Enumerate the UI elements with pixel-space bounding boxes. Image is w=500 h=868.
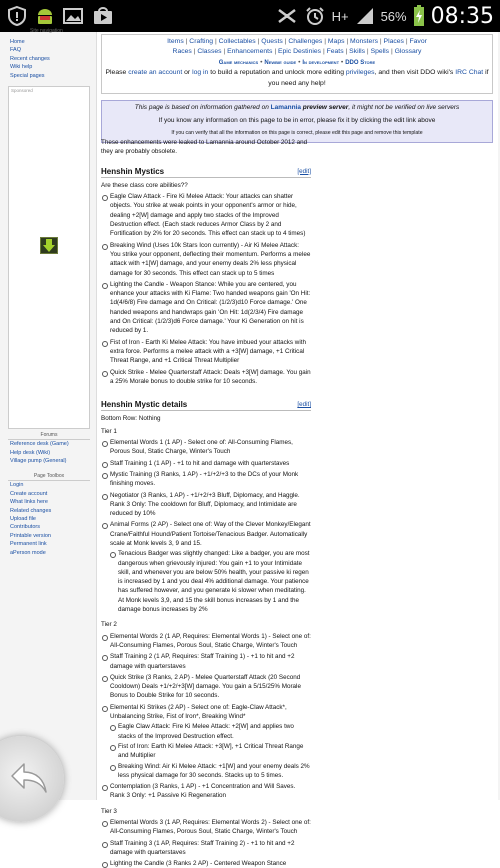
tier-2-list <box>101 632 311 801</box>
tier-1-label: Tier 1 <box>101 427 117 435</box>
forums-section <box>8 431 90 466</box>
status-bar <box>0 0 500 32</box>
nav-home[interactable]: Home <box>10 39 25 45</box>
back-arrow-icon <box>10 762 48 794</box>
toolbox-what-links-here[interactable]: What links here <box>10 499 48 506</box>
list-item: Staff Training 3 (1 AP, Requires: Staff Training 2) - +1 to hit and +2 damage with quarterstaves <box>101 839 311 858</box>
nav-special-pages[interactable]: Special pages <box>10 72 45 79</box>
list-item: Elemental Words 3 (1 AP, Requires: Elemental Words 2) - Select one of: All-Consuming Flames, Porous Soul, Static Charge, Winter's Touch <box>101 818 311 837</box>
sidebar-nav-title: Site navigation <box>30 28 63 34</box>
list-item: Mystic Training (3 Ranks, 1 AP) - +1/+2/+3 to the DCs of your Monk finishing moves. <box>101 470 311 489</box>
badger-note-list <box>110 549 311 614</box>
download-button[interactable] <box>40 237 58 254</box>
topnav-ddo-store[interactable]: DDO Store <box>345 59 376 66</box>
tier-1-list <box>101 438 311 614</box>
list-item: Elemental Ki Strikes (2 AP) - Select one of: Eagle-Claw Attack*, Unbalancing Strike, Fist of Iron*, Breaking Wind* Eagle Claw Attack: Fire Ki Melee Attack: +2[W] and applies two stacks of the Improved Destruction effect. Fist of Iron: Earth Ki Melee Attack: +3[W], +1 Critical Threat Range and Multiplier Breaking Wind: Air Ki Melee Attack: +1[W] and your enemy deals 2% less physical damage for 30 seconds. Stacks up to 5 times. <box>101 703 311 780</box>
topnav-enhancements[interactable]: Enhancements <box>227 48 273 56</box>
list-item: Quick Strike (3 Ranks, 2 AP) - Melee Quarterstaff Attack (20 Second Cooldown) Deals +1/+2/+3[W] damage. You gain a 5/15/25% Morale Bonus to Double Strike for 10 seconds. <box>101 673 311 701</box>
topnav-spells[interactable]: Spells <box>370 48 390 56</box>
edit-section-1-link[interactable]: [edit] <box>297 167 311 175</box>
list-item: Staff Training 1 (1 AP) - +1 to hit and damage with quarterstaves <box>101 459 311 468</box>
notice-line-3: If you can verify that all the information on this page is correct, please edit this page and remove this template <box>171 130 423 136</box>
toolbox-printable-version[interactable]: Printable version <box>10 532 51 539</box>
lamannia-notice-box <box>101 100 493 143</box>
toolbox-login[interactable]: Login <box>10 482 24 489</box>
list-item: Tenacious Badger was slightly changed: Like a badger, you are most dangerous when grievously injured: You gain +1 to your Intimidate skill, and whenever you are below 50% health, your passive ki regen is increased by 1 and you deal 4% additional damage. Your patience has suffered however, and you generate ki slower when meditating. At Monk levels 3,9, and 15 the skill bonus increases by 1 and the damage bonus increases by 2% <box>110 549 311 614</box>
notice-line-2: If you know any information on this page to be in error, please fix it by clicking the edit link above <box>158 116 436 124</box>
toolbox-person-mode[interactable]: aPerson mode <box>10 549 46 556</box>
list-item: Eagle Claw Attack: Fire Ki Melee Attack: +2[W] and applies two stacks of the Improved Destruction effect. <box>110 722 311 741</box>
list-item: Negotiator (3 Ranks, 1 AP) - +1/+2/+3 Bluff, Diplomacy, and Haggle. Rank 3 Only: The cooldown for Bluff, Diplomacy, and Intimidate are reduced by 10% <box>101 491 311 519</box>
topnav-collectables[interactable]: Collectables <box>218 38 256 45</box>
toolbox-permanent-link[interactable]: Permanent link <box>10 541 47 548</box>
topnav-feats[interactable]: Feats <box>326 48 344 56</box>
play-store-icon <box>92 6 114 26</box>
sponsored-label: Sponsored <box>11 88 33 93</box>
privileges-link[interactable]: privileges <box>345 69 375 77</box>
list-item: Fist of Iron: Earth Ki Melee Attack: +3[W], +1 Critical Threat Range and Multiplier <box>110 742 311 761</box>
toolbox-title: Page Toolbox <box>8 472 90 481</box>
article-body <box>101 138 493 868</box>
topnav-skills[interactable]: Skills <box>349 48 366 56</box>
topnav-items[interactable]: Items <box>167 38 184 45</box>
topnav-favor[interactable]: Favor <box>409 38 427 45</box>
list-item: Lighting the Candle - Weapon Stance: While you are centered, you enhance your attacks with Ki Flame: Two handed weapons gain 'On Hit: 1d(4/6/8) Fire damage and On Critical: (1/2/3)d10 Force damage.' One handed weapons and handwraps gain 'On Hit: 1d(2/3/4) Fire damage and On Critical: (1/2/3)d6 Force damage.' Your Ki Generation on hit is reduced by 1. <box>101 280 311 336</box>
list-item: Eagle Claw Attack - Fire Ki Melee Attack: Your attacks can shatter objects. You strike at weak points in your opponent's armor or hide, dealing +2[W] damage and apply two stacks of the Improved Destruction effect. (Each stack reduces Armor Class by 2 and Fortification by 2% for 20 seconds. This effect can stack up to 4 times) <box>101 192 311 238</box>
tier-3-label: Tier 3 <box>101 807 117 815</box>
vpn-icon <box>276 6 298 26</box>
tier-3-list <box>101 818 311 868</box>
intro-text: These enhancements were leaked to Lamannia around October 2012 and they are probably obsolete. <box>101 139 308 156</box>
topnav-game-mechanics[interactable]: Game mechanics <box>218 59 259 66</box>
topnav-newbie-guide[interactable]: Newbie guide <box>264 59 297 66</box>
topnav-maps[interactable]: Maps <box>327 38 345 45</box>
topnav-quests[interactable]: Quests <box>261 38 283 45</box>
page-toolbox <box>8 472 90 557</box>
topnav-places[interactable]: Places <box>383 38 404 45</box>
sponsored-box <box>8 86 90 429</box>
toolbox-contributors[interactable]: Contributors <box>10 524 40 531</box>
sidebar-nav <box>10 38 50 80</box>
forum-village-pump[interactable]: Village pump (General) <box>10 458 67 465</box>
left-sidebar <box>0 28 96 800</box>
bottom-row-text: Bottom Row: Nothing <box>101 415 161 423</box>
topnav-row-2: Races | Classes | Enhancements | Epic Destinies | Feats | Skills | Spells | Glossary <box>172 48 422 56</box>
topnav-in-development[interactable]: In development <box>302 59 340 66</box>
create-account-link[interactable]: create an account <box>128 69 183 77</box>
list-item: Elemental Words 2 (1 AP, Requires: Elemental Words 1) - Select one of: All-Consuming Flames, Porous Soul, Static Charge, Winter's Touch <box>101 632 311 651</box>
topnav-row-1: Items | Crafting | Collectables | Quests | Challenges | Maps | Monsters | Places | Favor <box>167 38 427 45</box>
nav-faq[interactable]: FAQ <box>10 47 22 54</box>
main-content <box>96 32 498 868</box>
topnav-glossary[interactable]: Glossary <box>394 48 422 56</box>
topnav-challenges[interactable]: Challenges <box>288 38 323 45</box>
core-abilities-question: Are these class core abilities?? <box>101 181 188 189</box>
notice-line-1: This page is based on information gathered on Lamannia preview server, it might not be verified on live servers <box>134 104 460 111</box>
browser-page <box>0 28 500 868</box>
signal-icon <box>355 6 375 26</box>
list-item: Breaking Wind (Uses 10k Stars Icon currently) - Air Ki Melee Attack: You strike your opponent, deflecting their momentum. Performs a melee attack with +1[W] damage, and your enemy deals 2% less physical damage for 30 seconds. This effect can stack up to 5 times <box>101 241 311 278</box>
wiki-top-navigation <box>101 34 493 94</box>
nav-recent-changes[interactable]: Recent changes <box>10 55 50 62</box>
forum-help-desk[interactable]: Help desk (Wiki) <box>10 449 51 456</box>
topnav-row-3: Game mechanics • Newbie guide • In development • DDO Store <box>218 58 376 66</box>
topnav-classes[interactable]: Classes <box>197 48 222 56</box>
topnav-please-line: Please create an account or log in to build a reputation and unlock more editing privileges, and then visit DDO wiki's IRC Chat if you need any help! <box>105 69 489 87</box>
toolbox-related-changes[interactable]: Related changes <box>10 507 52 514</box>
list-item: Animal Forms (2 AP) - Select one of: Way of the Clever Monkey/Elegant Crane/Faithful Hound/Patient Tortoise/Tenacious Badger. Automatically scale at Monk levels 3, 9 and 15. Tenacious Badger was slightly changed: Like a badger, you are most dangerous when grievously injured: You gain +1 to your Intimidate skill, and whenever you are below 50% health, your passive ki regen is increased by 1 and you deal 4% additional damage. Your patience has suffered however, and you generate ki slower when meditating. At Monk levels 3,9, and 15 the skill bonus increases by 1 and the damage bonus increases by 2% <box>101 520 311 614</box>
topnav-crafting[interactable]: Crafting <box>189 38 214 45</box>
network-type: H+ <box>331 8 349 24</box>
clock: 08:35 <box>430 3 494 29</box>
topnav-monsters[interactable]: Monsters <box>350 38 378 45</box>
list-item: Contemplation (3 Ranks, 1 AP) - +1 Concentration and Will Saves. Rank 3 Only: +1 Passive Ki Regeneration <box>101 782 311 801</box>
ki-strikes-list <box>110 722 311 780</box>
toolbox-upload-file[interactable]: Upload file <box>10 516 36 523</box>
log-in-link[interactable]: log in <box>192 69 209 77</box>
toolbox-create-account[interactable]: Create account <box>10 490 48 497</box>
battery-charging-icon <box>413 5 425 27</box>
download-arrow-icon <box>41 238 57 253</box>
lamannia-link[interactable]: Lamannia <box>270 104 301 111</box>
list-item: Lighting the Candle (3 Ranks 2 AP) - Centered Weapon Stance <box>101 859 311 868</box>
topnav-races[interactable]: Races <box>172 48 192 56</box>
topnav-epic-destinies[interactable]: Epic Destinies <box>277 48 322 56</box>
section-heading-mystic-details: Henshin Mystic details [edit] <box>101 400 311 411</box>
list-item: Fist of Iron - Earth Ki Melee Attack: You have imbued your attacks with extra force. Performs a melee attack with a +3[W] damage, +1 Critical Threat Range, and +1 Critical Threat Multiplier <box>101 338 311 366</box>
battery-percent: 56% <box>380 8 407 24</box>
core-abilities-list <box>101 192 311 386</box>
list-item: Elemental Words 1 (1 AP) - Select one of: All-Consuming Flames, Porous Soul, Static Charge, Winter's Touch <box>101 438 311 457</box>
image-icon <box>62 6 84 26</box>
alarm-icon <box>304 5 326 27</box>
list-item: Breaking Wind: Air Ki Melee Attack: +1[W] and your enemy deals 2% less physical damage for 30 seconds. Stacks up to 5 times. <box>110 762 311 781</box>
irc-chat-link[interactable]: IRC Chat <box>455 69 484 77</box>
shield-alert-icon <box>6 6 28 26</box>
tier-2-label: Tier 2 <box>101 621 117 629</box>
nav-wiki-help[interactable]: Wiki help <box>10 64 33 71</box>
list-item: Quick Strike - Melee Quarterstaff Attack: Deals +3[W] damage. You gain a 25% Morale bonus to double strike for 10 seconds. <box>101 368 311 387</box>
forums-title: Forums <box>8 431 90 440</box>
android-icon <box>34 6 56 26</box>
edit-section-2-link[interactable]: [edit] <box>297 401 311 409</box>
list-item: Staff Training 2 (1 AP, Requires: Staff Training 1) - +1 to hit and +2 damage with quarterstaves <box>101 652 311 671</box>
section-heading-henshin-mystics: Henshin Mystics [edit] <box>101 167 311 178</box>
forum-reference-desk[interactable]: Reference desk (Game) <box>10 441 69 448</box>
